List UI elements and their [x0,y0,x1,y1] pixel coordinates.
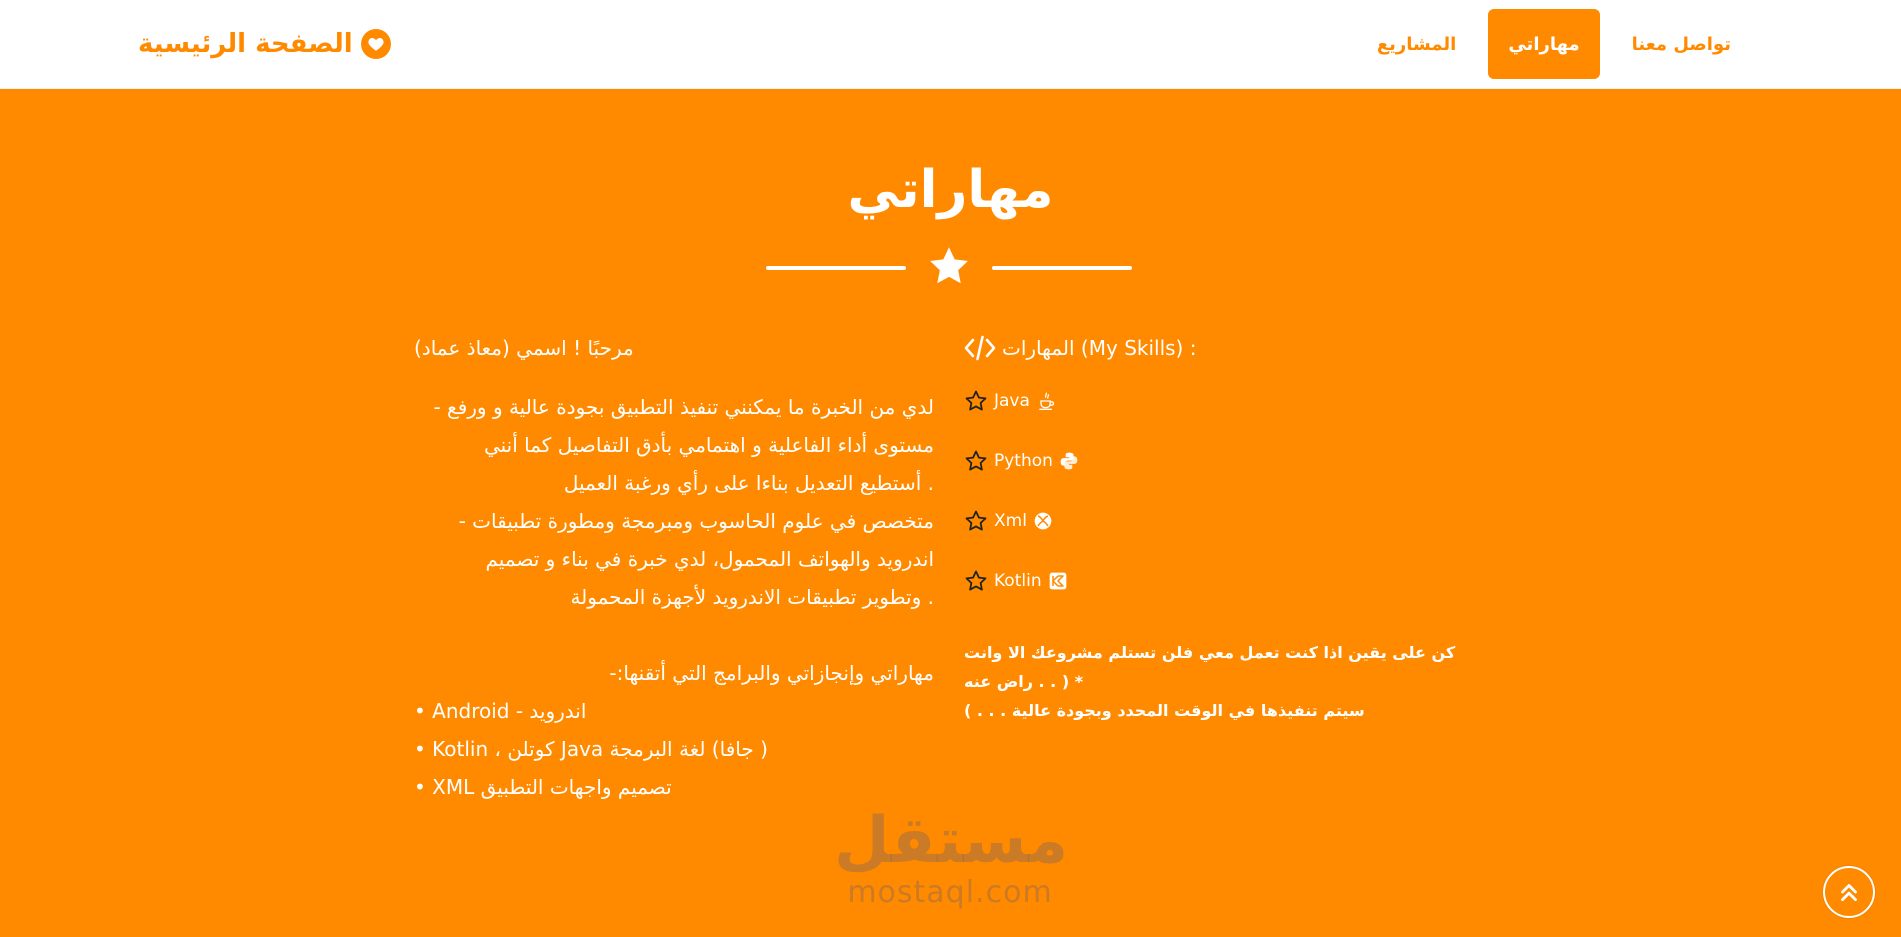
nav-link-projects[interactable] [1357,9,1477,79]
code-icon [964,335,996,361]
java-icon [1036,391,1056,411]
nav-links [1357,9,1751,79]
about-line: اندرويد والهواتف المحمول، لدي خبرة في بناء و تصميم [485,547,934,571]
about-spacer [414,616,934,654]
about-line: متخصص في علوم الحاسوب ومبرمجة ومطورة تطبيقات - [458,509,934,533]
heart-icon [361,29,391,59]
nav-link-projects-label: المشاريع [1376,33,1457,55]
skills-list [964,386,1484,596]
skill-label: Xml [994,511,1027,531]
about-line: لدي من الخبرة ما يمكنني تنفيذ التطبيق بجودة عالية و ورفع - [433,395,934,419]
skill-item-python [964,446,1484,476]
watermark-latin: mostaql.com [847,875,1053,910]
section-title: مهاراتي [847,160,1054,220]
skills-column [964,330,1484,725]
navbar [0,0,1901,89]
skills-heading-label: المهارات (My Skills) : [1002,336,1197,360]
about-column [414,330,934,806]
divider-line-right [992,266,1132,270]
nav-link-skills[interactable] [1488,9,1599,79]
skill-item-java [964,386,1484,416]
about-list-item: • XML تصميم واجهات التطبيق [414,775,672,799]
skill-item-kotlin [964,566,1484,596]
about-line: . أستطيع التعديل بناءا على رأي ورغبة العميل [563,471,934,495]
scroll-top-button[interactable] [1823,866,1875,918]
about-greeting: مرحبًا ! اسمي (معاذ عماد) [414,336,634,360]
nav-link-contact[interactable] [1612,9,1751,79]
about-list-item: • Kotlin ، كوتلن Java جافا) لغة البرمجة ) [414,737,768,761]
divider-line-left [766,266,906,270]
skills-heading [964,330,1484,366]
about-list-heading: مهاراتي وإنجازاتي والبرامج التي أتقنها:- [609,661,934,685]
skills-note [964,638,1484,725]
watermark-arabic: مستقل [834,804,1069,878]
title-divider [766,244,1132,290]
about-line: . وتطوير تطبيقات الاندرويد لأجهزة المحمولة [570,585,934,609]
nav-link-contact-label: تواصل معنا [1631,33,1731,55]
nav-link-skills-label: مهاراتي [1508,33,1580,55]
brand-label: الصفحة الرئيسية [138,29,353,59]
star-outline-icon [964,389,988,413]
star-outline-icon [964,509,988,533]
about-line: مستوى أداء الفاعلية و اهتمامي بأدق التفاصيل كما أنني [483,433,934,457]
skills-note-line: كن على يقين اذا كنت تعمل معي فلن تستلم مشروعك الا وانت راض عنه . . ) * [964,643,1456,691]
kotlin-icon [1048,571,1068,591]
mostaql-watermark [834,804,1069,910]
skill-label: Python [994,451,1053,471]
double-chevron-up-icon [1836,879,1862,905]
skills-note-line: ( . . . سيتم تنفيذها في الوقت المحدد وبجودة عالية [964,701,1365,720]
skill-label: Java [994,391,1030,411]
xbox-icon [1033,511,1053,531]
python-icon [1059,451,1079,471]
skill-item-xml [964,506,1484,536]
star-icon [927,244,971,288]
brand-home-link[interactable] [138,22,391,66]
skill-label: Kotlin [994,571,1042,591]
star-outline-icon [964,449,988,473]
star-outline-icon [964,569,988,593]
about-list-item: • Android - اندرويد [414,699,587,723]
